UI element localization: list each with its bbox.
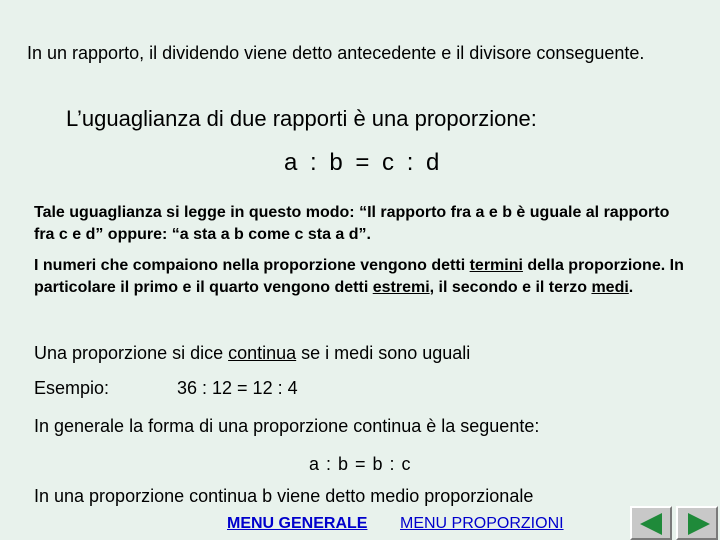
menu-generale-link[interactable]: MENU GENERALE [227, 515, 368, 532]
term-estremi: estremi [372, 279, 430, 296]
continua-text [34, 343, 470, 364]
menu-proporzioni-link[interactable]: MENU PROPORZIONI [400, 515, 564, 532]
reading-text: Tale uguaglianza si legge in questo modo: “Il rapporto fra a e b è uguale al rapporto fra c e d” oppure: “a sta a b come c sta a d”. [34, 204, 670, 243]
term-medi: medi [591, 279, 629, 296]
example-label: Esempio: [34, 378, 110, 398]
terms-text [34, 255, 694, 299]
continua-part-2: se i medi sono uguali [296, 343, 471, 363]
right-arrow-icon [688, 513, 710, 535]
medio-text: In una proporzione continua b viene detto medio proporzionale [34, 486, 534, 506]
terms-part-3: , il secondo e il terzo [429, 279, 592, 296]
terms-part-4: . [628, 279, 634, 296]
terms-part-1: I numeri che compaiono nella proporzione vengono detti [34, 257, 470, 274]
next-slide-button[interactable] [676, 506, 718, 540]
continua-part-1: Una proporzione si dice [34, 343, 229, 363]
previous-slide-button[interactable] [630, 506, 672, 540]
term-continua: continua [228, 343, 297, 363]
left-arrow-icon [640, 513, 662, 535]
intro-text: In un rapporto, il dividendo viene detto antecedente e il divisore conseguente. [27, 43, 645, 63]
example-value: 36 : 12 = 12 : 4 [177, 378, 298, 398]
formula: a : b = c : d [284, 149, 442, 176]
general-form-text: In generale la forma di una proporzione continua è la seguente: [34, 416, 540, 436]
terms-part-2: della proporzione. In particolare il primo e il quarto vengono detti [34, 257, 684, 296]
term-termini: termini [469, 257, 523, 274]
definition-text: L’uguaglianza di due rapporti è una proporzione: [66, 106, 537, 131]
formula-continua: a : b = b : c [309, 454, 412, 474]
